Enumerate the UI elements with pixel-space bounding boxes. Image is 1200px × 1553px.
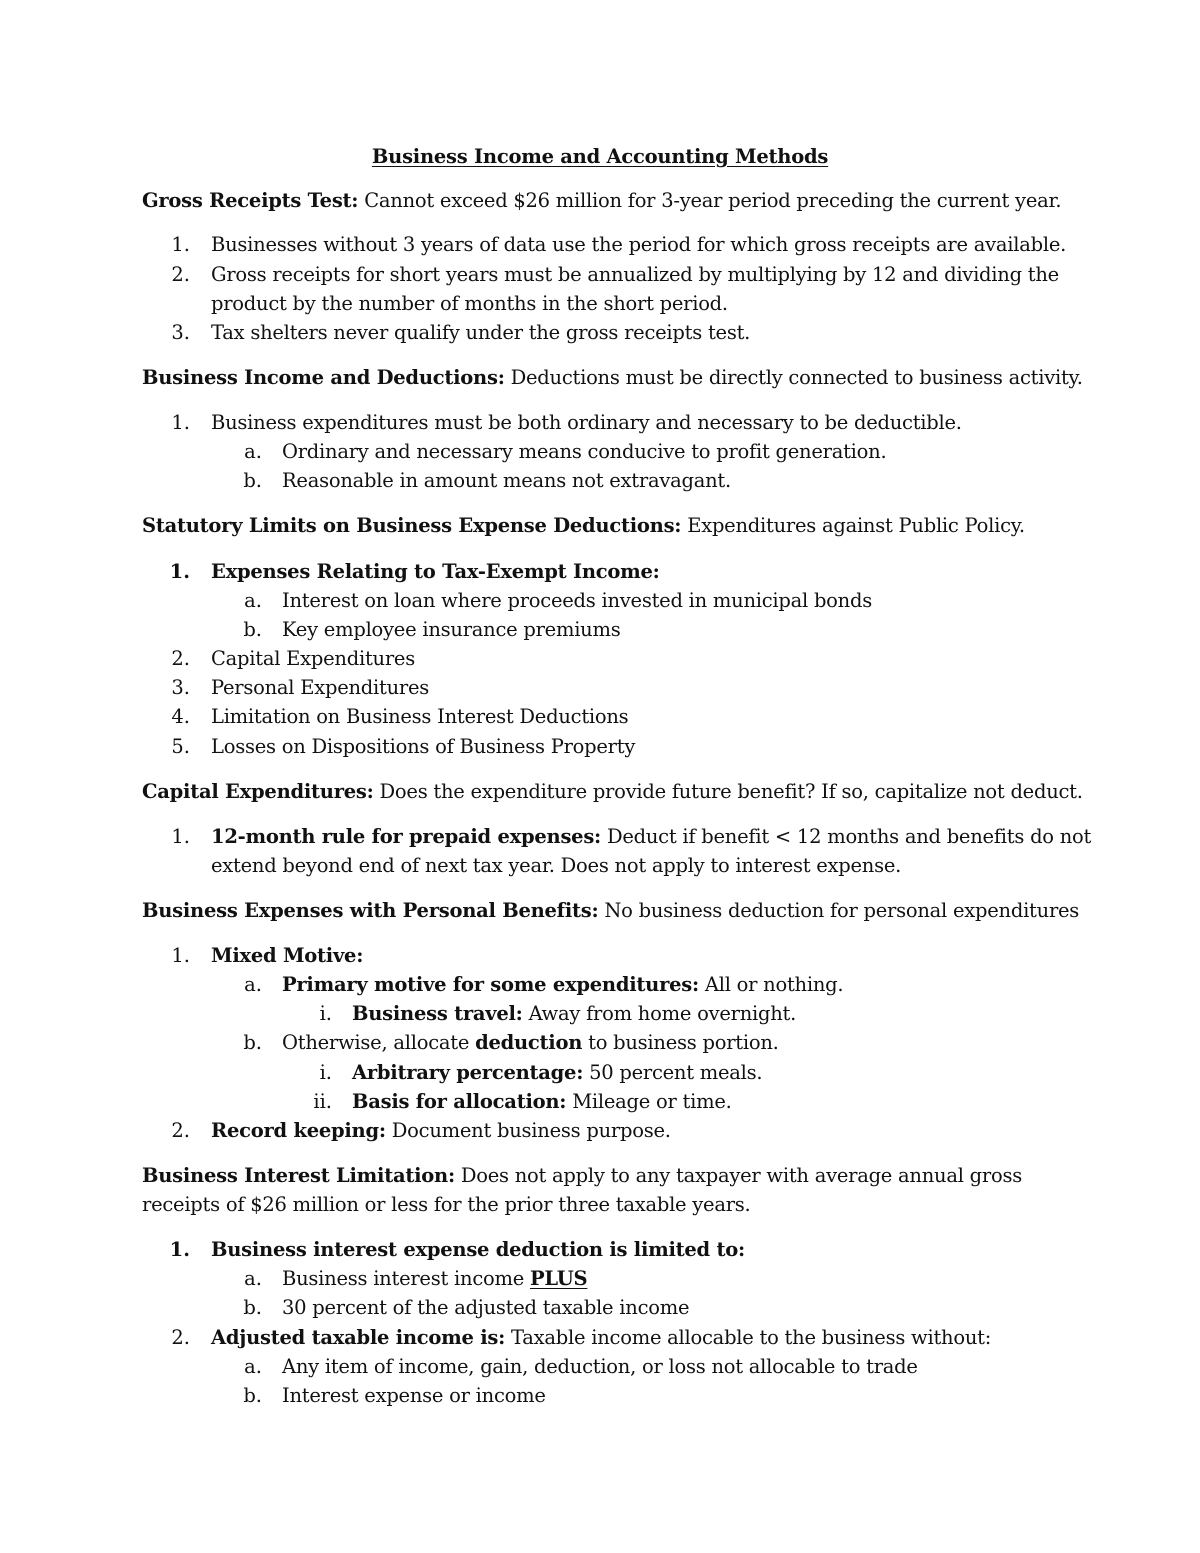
subsublist-item-bold: Arbitrary percentage:: [352, 1061, 584, 1084]
statutory-limits-heading: Statutory Limits on Business Expense Deductions:: [142, 514, 682, 537]
list-item: Mixed Motive:: [211, 944, 364, 967]
list-item: [211, 825, 1091, 849]
subsublist-marker: ii.: [313, 1090, 332, 1113]
sublist-marker: a.: [244, 589, 262, 612]
personal-benefits-text: No business deduction for personal expenditures: [598, 899, 1080, 922]
list-item: Business interest expense deduction is limited to:: [211, 1238, 745, 1261]
list-item-continuation: product by the number of months in the short period.: [211, 292, 728, 315]
list-marker: 5.: [171, 735, 190, 758]
subsublist-item-text: 50 percent meals.: [583, 1061, 763, 1084]
list-item-continuation: extend beyond end of next tax year. Does not apply to interest expense.: [211, 854, 902, 877]
sublist-item: Reasonable in amount means not extravagant.: [282, 469, 731, 492]
sublist-marker: b.: [243, 1296, 262, 1319]
gross-receipts-paragraph: [142, 189, 1061, 213]
sublist-item-bold: deduction: [475, 1031, 583, 1054]
plus-emphasis: PLUS: [529, 1267, 588, 1290]
sublist-marker: a.: [244, 440, 262, 463]
interest-limitation-heading: Business Interest Limitation:: [142, 1164, 455, 1187]
personal-benefits-paragraph: [142, 899, 1079, 923]
sublist-item: Interest on loan where proceeds invested in municipal bonds: [282, 589, 872, 612]
list-marker: 1.: [171, 944, 190, 967]
subsublist-marker: i.: [319, 1002, 332, 1025]
gross-receipts-text: Cannot exceed $26 million for 3-year period preceding the current year.: [358, 189, 1062, 212]
income-deductions-text: Deductions must be directly connected to business activity.: [504, 366, 1083, 389]
sublist-item: Ordinary and necessary means conducive to profit generation.: [282, 440, 887, 463]
list-marker: 2.: [171, 647, 190, 670]
sublist-item: [282, 1267, 587, 1291]
list-marker: 4.: [171, 705, 190, 728]
sublist-marker: a.: [244, 973, 262, 996]
subsublist-marker: i.: [319, 1061, 332, 1084]
sublist-item: 30 percent of the adjusted taxable income: [282, 1296, 690, 1319]
sublist-marker: b.: [243, 469, 262, 492]
subsublist-item-text: Mileage or time.: [566, 1090, 732, 1113]
subsublist-item: [352, 1061, 762, 1085]
list-marker: 1.: [169, 1238, 190, 1261]
list-item: Business expenditures must be both ordinary and necessary to be deductible.: [211, 411, 962, 434]
capital-expenditures-heading: Capital Expenditures:: [142, 780, 374, 803]
list-item-text: Taxable income allocable to the business without:: [505, 1326, 992, 1349]
income-deductions-heading: Business Income and Deductions:: [142, 366, 505, 389]
statutory-limits-text: Expenditures against Public Policy.: [681, 514, 1025, 537]
list-marker: 2.: [171, 263, 190, 286]
list-item: Expenses Relating to Tax-Exempt Income:: [211, 560, 660, 583]
capital-expenditures-text: Does the expenditure provide future benefit? If so, capitalize not deduct.: [373, 780, 1083, 803]
sublist-marker: a.: [244, 1355, 262, 1378]
list-item: Capital Expenditures: [211, 647, 415, 670]
list-item: Limitation on Business Interest Deductions: [211, 705, 629, 728]
interest-limitation-paragraph: [142, 1164, 1022, 1188]
list-marker: 1.: [171, 233, 190, 256]
sublist-item: Any item of income, gain, deduction, or loss not allocable to trade: [282, 1355, 918, 1378]
document-title: Business Income and Accounting Methods: [371, 145, 829, 168]
sublist-item-text: Business interest income: [282, 1267, 530, 1290]
list-item: Personal Expenditures: [211, 676, 430, 699]
subsublist-item-bold: Business travel:: [352, 1002, 523, 1025]
gross-receipts-heading: Gross Receipts Test:: [142, 189, 359, 212]
list-item: Businesses without 3 years of data use the period for which gross receipts are available.: [211, 233, 1067, 256]
list-item-text: Document business purpose.: [385, 1119, 671, 1142]
list-item: [211, 1326, 991, 1350]
list-marker: 1.: [171, 411, 190, 434]
list-item-bold: 12-month rule for prepaid expenses:: [211, 825, 602, 848]
capital-expenditures-paragraph: [142, 780, 1083, 804]
list-item: Losses on Dispositions of Business Property: [211, 735, 636, 758]
personal-benefits-heading: Business Expenses with Personal Benefits:: [142, 899, 599, 922]
sublist-marker: a.: [244, 1267, 262, 1290]
list-item-bold: Adjusted taxable income is:: [211, 1326, 506, 1349]
sublist-item-text: to business portion.: [582, 1031, 779, 1054]
list-item: [211, 1119, 671, 1143]
sublist-item: Key employee insurance premiums: [282, 618, 621, 641]
sublist-item: [282, 1031, 779, 1055]
sublist-marker: b.: [243, 1031, 262, 1054]
list-item: Tax shelters never qualify under the gross receipts test.: [211, 321, 751, 344]
subsublist-item: [352, 1002, 796, 1026]
sublist-item-text-pre: Otherwise, allocate: [282, 1031, 476, 1054]
sublist-marker: b.: [243, 618, 262, 641]
statutory-limits-paragraph: [142, 514, 1025, 538]
list-marker: 3.: [171, 321, 190, 344]
subsublist-item-text: Away from home overnight.: [522, 1002, 797, 1025]
income-deductions-paragraph: [142, 366, 1083, 390]
list-marker: 1.: [169, 560, 190, 583]
list-marker: 2.: [171, 1119, 190, 1142]
sublist-item: Interest expense or income: [282, 1384, 546, 1407]
sublist-item-text: All or nothing.: [698, 973, 844, 996]
list-item-text: Deduct if benefit < 12 months and benefits do not: [601, 825, 1092, 848]
list-item: Gross receipts for short years must be annualized by multiplying by 12 and dividing the: [211, 263, 1059, 286]
subsublist-item: [352, 1090, 732, 1114]
interest-limitation-continuation: receipts of $26 million or less for the prior three taxable years.: [142, 1193, 751, 1216]
interest-limitation-text: Does not apply to any taxpayer with average annual gross: [454, 1164, 1022, 1187]
list-marker: 2.: [171, 1326, 190, 1349]
list-item-bold: Record keeping:: [211, 1119, 386, 1142]
list-marker: 3.: [171, 676, 190, 699]
sublist-marker: b.: [243, 1384, 262, 1407]
subsublist-item-bold: Basis for allocation:: [352, 1090, 567, 1113]
sublist-item: [282, 973, 843, 997]
list-marker: 1.: [171, 825, 190, 848]
sublist-item-bold: Primary motive for some expenditures:: [282, 973, 699, 996]
